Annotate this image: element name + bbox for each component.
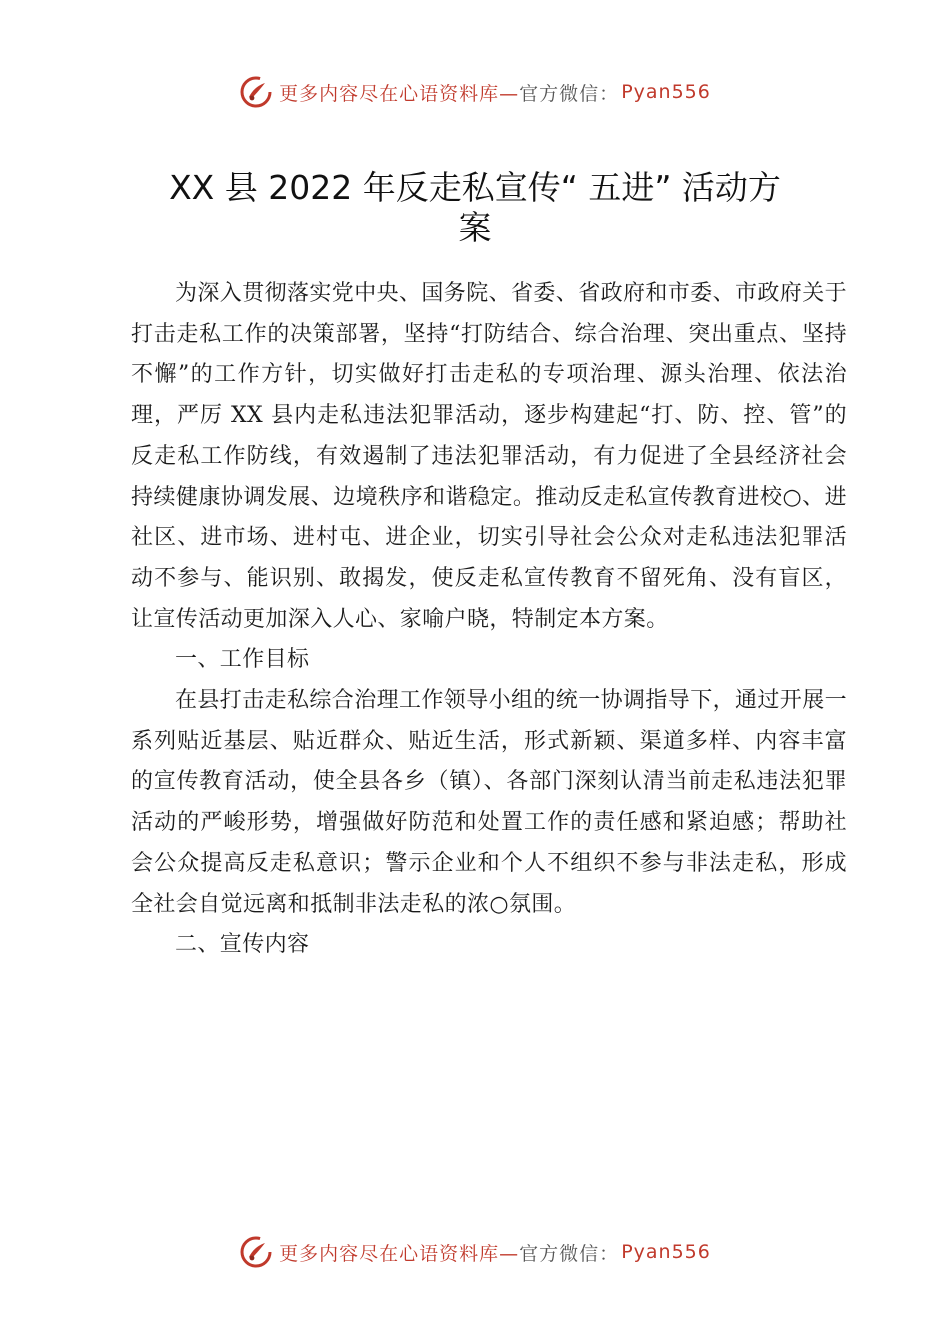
brush-circle-logo-icon — [239, 1235, 273, 1269]
document-body — [131, 274, 847, 966]
watermark-text: 更多内容尽在心语资料库— — [279, 1242, 520, 1265]
watermark-wechat-label: 官方微信： — [519, 1242, 620, 1265]
watermark-text: 更多内容尽在心语资料库— — [279, 82, 520, 105]
intro-paragraph: 为深入贯彻落实党中央、国务院、省委、省政府和市委、市政府关于打击走私工作的决策部署，坚持“打防结合、综合治理、突出重点、坚持不懈”的工作方针，切实做好打击走私的专项治理、源头治理、依法治理，严厉 XX 县内走私违法犯罪活动，逐步构建起“打、防、控、管”的反走私工作防线，有效遏制了违法犯罪活动，有力促进了全县经济社会持续健康协调发展、边境秩序和谐稳定。推动反走私宣传教育进校○、进社区、进市场、进村屯、进企业，切实引导社会公众对走私违法犯罪活动不参与、能识别、敢揭发，使反走私宣传教育不留死角、没有盲区，让宣传活动更加深入人心、家喻户晓，特制定本方案。 — [131, 281, 848, 632]
brush-circle-logo-icon — [239, 75, 273, 109]
watermark-wechat-id: Pyan556 — [621, 81, 711, 103]
watermark-banner-bottom — [0, 1230, 950, 1274]
watermark-wechat-id: Pyan556 — [621, 1241, 711, 1263]
section-heading-goals: 一、工作目标 — [175, 647, 310, 673]
document-title: XX 县 2022 年反走私宣传“ 五进” 活动方案 — [169, 168, 781, 247]
watermark-banner-top — [0, 70, 950, 114]
section-heading-content: 二、宣传内容 — [175, 932, 310, 958]
watermark-wechat-label: 官方微信： — [519, 82, 620, 105]
goals-paragraph: 在县打击走私综合治理工作领导小组的统一协调指导下，通过开展一系列贴近基层、贴近群众、贴近生活，形式新颖、渠道多样、内容丰富的宣传教育活动，使全县各乡（镇）、各部门深刻认清当前走私违法犯罪活动的严峻形势，增强做好防范和处置工作的责任感和紧迫感；帮助社会公众提高反走私意识；警示企业和个人不组织不参与非法走私，形成全社会自觉远离和抵制非法走私的浓○氛围。 — [131, 688, 848, 917]
